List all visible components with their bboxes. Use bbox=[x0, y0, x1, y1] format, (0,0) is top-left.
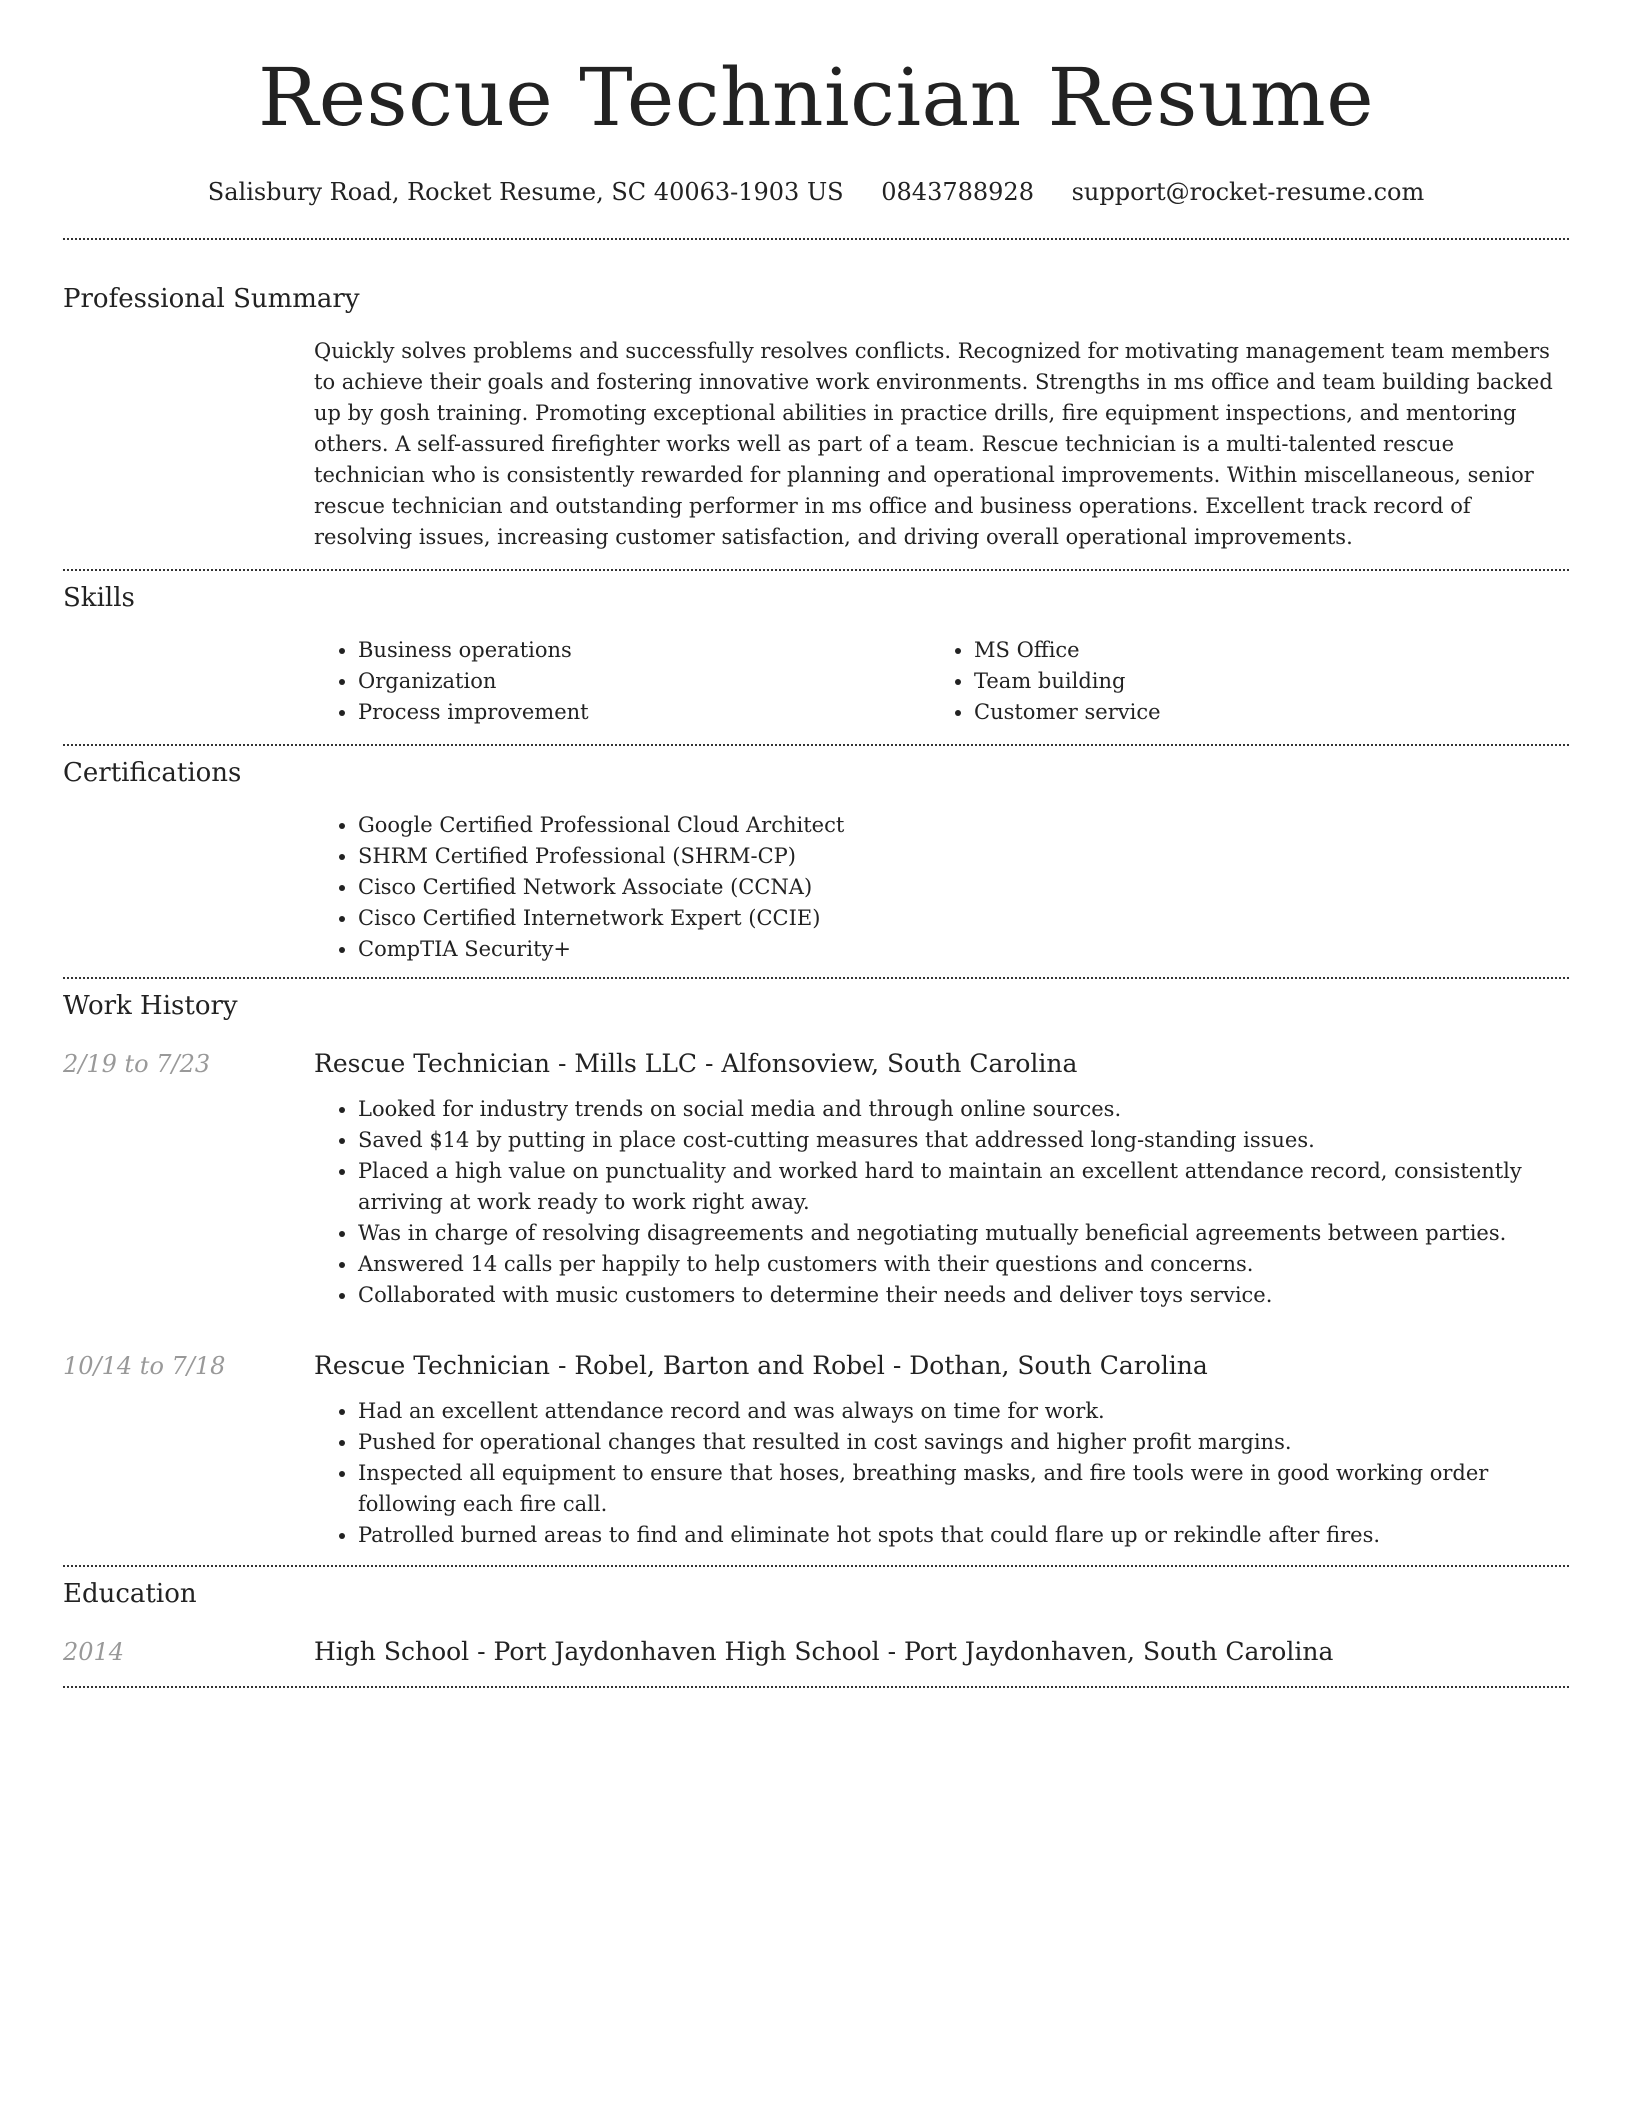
skill-item: • MS Office bbox=[974, 635, 1546, 666]
contact-address: Salisbury Road, Rocket Resume, SC 40063-1903 US bbox=[207, 178, 844, 206]
job-bullet: • Patrolled burned areas to find and eliminate hot spots that could flare up or rekindle after fires. bbox=[358, 1520, 1569, 1551]
section-title-skills: Skills bbox=[63, 583, 135, 613]
job-dates: 10/14 to 7/18 bbox=[63, 1352, 226, 1380]
contact-email: support@rocket-resume.com bbox=[1071, 178, 1425, 206]
section-title-certifications: Certifications bbox=[63, 758, 242, 788]
education-dates: 2014 bbox=[63, 1638, 125, 1666]
job-bullets bbox=[314, 1396, 1569, 1551]
certification-item: • Google Certified Professional Cloud Architect bbox=[358, 810, 1569, 841]
certifications-list bbox=[314, 810, 1569, 965]
contact-line bbox=[63, 178, 1569, 206]
skills-list bbox=[314, 635, 1569, 728]
divider bbox=[63, 1686, 1569, 1688]
certification-item: • Cisco Certified Network Associate (CCNA) bbox=[358, 872, 1569, 903]
skill-item: • Customer service bbox=[974, 697, 1546, 728]
job-bullet: • Inspected all equipment to ensure that hoses, breathing masks, and fire tools were in good working order following each fire call. bbox=[358, 1458, 1569, 1520]
certification-item: • CompTIA Security+ bbox=[358, 934, 1569, 965]
job-bullet: • Collaborated with music customers to determine their needs and deliver toys service. bbox=[358, 1280, 1569, 1311]
certification-item: • Cisco Certified Internetwork Expert (CCIE) bbox=[358, 903, 1569, 934]
contact-phone: 0843788928 bbox=[881, 178, 1034, 206]
skill-item: • Business operations bbox=[358, 635, 930, 666]
education-title: High School - Port Jaydonhaven High School - Port Jaydonhaven, South Carolina bbox=[314, 1637, 1334, 1666]
section-title-education: Education bbox=[63, 1579, 197, 1609]
section-title-work-history: Work History bbox=[63, 991, 238, 1021]
job-bullets bbox=[314, 1094, 1569, 1311]
divider bbox=[63, 977, 1569, 979]
skill-item: • Process improvement bbox=[358, 697, 930, 728]
skills-column-left bbox=[314, 635, 930, 728]
job-bullet: • Saved $14 by putting in place cost-cutting measures that addressed long-standing issues. bbox=[358, 1125, 1569, 1156]
education-entry bbox=[63, 1637, 1569, 1666]
job-entry bbox=[63, 1049, 1569, 1078]
section-title-summary: Professional Summary bbox=[63, 284, 360, 314]
job-dates: 2/19 to 7/23 bbox=[63, 1050, 211, 1078]
job-bullet: • Was in charge of resolving disagreements and negotiating mutually beneficial agreements between parties. bbox=[358, 1218, 1569, 1249]
skill-item: • Team building bbox=[974, 666, 1546, 697]
skill-item: • Organization bbox=[358, 666, 930, 697]
certification-item: • SHRM Certified Professional (SHRM-CP) bbox=[358, 841, 1569, 872]
job-bullet: • Pushed for operational changes that resulted in cost savings and higher profit margins. bbox=[358, 1427, 1569, 1458]
job-bullet: • Placed a high value on punctuality and worked hard to maintain an excellent attendance record, consistently arriving at work ready to work right away. bbox=[358, 1156, 1569, 1218]
resume-title: Rescue Technician Resume bbox=[257, 51, 1375, 144]
divider bbox=[63, 569, 1569, 571]
job-title: Rescue Technician - Robel, Barton and Robel - Dothan, South Carolina bbox=[314, 1351, 1208, 1380]
job-entry bbox=[63, 1351, 1569, 1380]
divider bbox=[63, 1565, 1569, 1567]
job-bullet: • Looked for industry trends on social media and through online sources. bbox=[358, 1094, 1569, 1125]
job-bullet: • Answered 14 calls per happily to help customers with their questions and concerns. bbox=[358, 1249, 1569, 1280]
job-bullet: • Had an excellent attendance record and was always on time for work. bbox=[358, 1396, 1569, 1427]
divider bbox=[63, 238, 1569, 240]
job-title: Rescue Technician - Mills LLC - Alfonsoview, South Carolina bbox=[314, 1049, 1078, 1078]
divider bbox=[63, 744, 1569, 746]
summary-text: Quickly solves problems and successfully resolves conflicts. Recognized for motivating management team members to achieve their goals and fostering innovative work environments. Strengths in ms office and team building backed up by gosh training. Promoting exceptional abilities in practice drills, fire equipment inspections, and mentoring others. A self-assured firefighter works well as part of a team. Rescue technician is a multi-talented rescue technician who is consistently rewarded for planning and operational improvements. Within miscellaneous, senior rescue technician and outstanding performer in ms office and business operations. Excellent track record of resolving issues, increasing customer satisfaction, and driving overall operational improvements. bbox=[314, 339, 1553, 549]
skills-column-right bbox=[930, 635, 1546, 728]
